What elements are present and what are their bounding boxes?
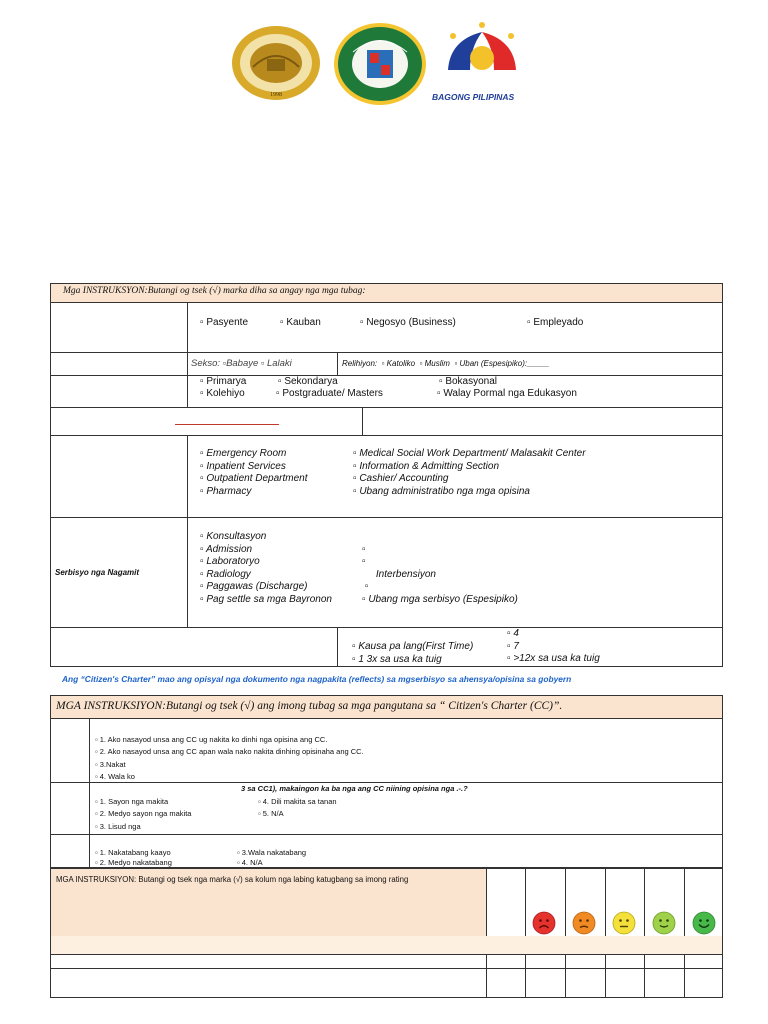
option-primarya[interactable]: ▫ Primarya [200, 376, 247, 387]
option-cc2-3[interactable]: ▫ 3. Lisud nga [95, 821, 141, 831]
option-paggawas[interactable]: ▫ Paggawas (Discharge) [200, 581, 308, 593]
option-empleyado[interactable]: ▫ Empleyado [527, 317, 584, 328]
option-label: Kauban [286, 317, 321, 328]
services-list-right [362, 531, 518, 607]
svg-text:1998: 1998 [270, 92, 282, 98]
cc3-options-left [95, 848, 172, 867]
option-pag-settle[interactable]: ▫ Pag settle sa mga Bayronon [200, 593, 332, 605]
option-cc3-2[interactable]: ▫ 2. Medyo nakatabang [95, 857, 172, 867]
option-blank-1[interactable] [362, 531, 518, 544]
services-label: Serbisyo nga Nagamit [55, 568, 140, 577]
department-of-health-seal [333, 22, 427, 106]
citizens-charter-note: Ang “Citizen's Charter” mao ang opisyal nga dokumento nga nagpakita (reflects) sa mgserbisyo sa ahensya/opisina sa gobyern [62, 674, 572, 684]
cc2-options-right [258, 796, 337, 821]
option-uban[interactable]: ▫ Uban (Espesipiko):_____ [454, 359, 550, 368]
section1-instructions: Mga INSTRUKSYON:Butangi og tsek (√) marka diha sa angay nga mga tubag: [63, 286, 366, 296]
section3-instructions: MGA INSTRUKSIYON: Butangi og tsek nga marka (√) sa kolum nga labing katugbang sa imong rating [56, 875, 409, 884]
option-label: Pag settle sa mga Bayronon [206, 593, 332, 605]
sad-face-icon[interactable] [572, 911, 596, 935]
frequency-list-right [507, 628, 600, 666]
option-label: Ubang mga serbisyo (Espesipiko) [368, 593, 518, 605]
option-label: Admission [205, 543, 253, 555]
section2-instructions: MGA INSTRUKSIYON:Butangi og tsek (√) ang imong tubag sa mga pangutana sa “ Citizen's Charter (CC)”. [56, 700, 563, 712]
option-malasakit-center[interactable]: ▫ Medical Social Work Department/ Malasakit Center [353, 448, 586, 459]
option-laboratoryo[interactable]: ▫ Laboratoryo [200, 556, 260, 568]
option-cc1-3[interactable]: ▫ 3.Nakat [95, 759, 126, 769]
option-cc1-1[interactable]: ▫ 1. Ako nasayod unsa ang CC ug nakita ko dinhi nga opisina ang CC. [95, 735, 328, 744]
cc3-options-right [237, 848, 306, 867]
option-label: 4. Dili makita sa tanan [262, 797, 337, 806]
option-label: Kolehiyo [206, 388, 245, 399]
option-4[interactable]: ▫ 4 [507, 628, 519, 639]
option-blank-2[interactable]: ▫ [362, 543, 366, 555]
option-label: 3.Nakat [99, 759, 126, 769]
religion-field [342, 359, 549, 368]
option-label: Babaye [226, 358, 259, 369]
option-admission[interactable]: ▫ Admission [200, 543, 253, 555]
option-inpatient[interactable]: ▫ Inpatient Services [200, 460, 286, 472]
option-1-3x[interactable]: ▫ 1 3x sa usa ka tuig [352, 653, 442, 665]
option-information-admitting[interactable]: ▫ Information & Admitting Section [353, 460, 500, 472]
option-label: Paggawas (Discharge) [206, 581, 308, 593]
option-label: Information & Admitting Section [359, 460, 500, 472]
section2-instruction-bar [50, 695, 723, 719]
option-first-time[interactable]: ▫ Kausa pa lang(First Time) [352, 641, 474, 652]
department-list-left [200, 448, 308, 499]
option-label: 2. Medyo nakatabang [99, 857, 172, 867]
option-7[interactable]: ▫ 7 [507, 640, 519, 652]
sex-label: Sekso: [191, 358, 221, 369]
option-label: Cashier/ Accounting [359, 473, 449, 485]
bagong-pilipinas-logo [440, 22, 524, 86]
option-cc2-2[interactable]: ▫ 2. Medyo sayon nga makita [95, 809, 192, 819]
option-pharmacy[interactable]: ▫ Pharmacy [200, 486, 252, 498]
option-label: Interbensiyon [375, 568, 436, 580]
happy-face-icon[interactable] [652, 911, 676, 935]
option-negosyo[interactable]: ▫ Negosyo (Business) [360, 317, 456, 328]
option-label: Pharmacy [206, 486, 252, 498]
option-label: 3.Wala nakatabang [241, 848, 307, 857]
option-kolehiyo[interactable]: ▫ Kolehiyo [200, 388, 245, 399]
option-label: 2. Medyo sayon nga makita [99, 809, 192, 819]
option-cashier[interactable]: ▫ Cashier/ Accounting [353, 473, 449, 485]
option-label: 4. Wala ko [99, 772, 135, 782]
option-label: 4 [513, 628, 519, 639]
cc1-options [95, 734, 364, 784]
option-cc3-4[interactable]: ▫ 4. N/A [237, 857, 263, 867]
option-cc3-3[interactable]: ▫ 3.Wala nakatabang [237, 848, 307, 857]
option-ubang-serbisyo[interactable]: ▫ Ubang mga serbisyo (Espesipiko) [362, 593, 518, 605]
services-list-left [200, 531, 332, 607]
option-ubang-administratibo[interactable]: ▫ Ubang administratibo nga mga opisina [353, 486, 530, 498]
sex-field [191, 358, 292, 369]
option-label: Muslim [424, 359, 450, 368]
option-cc2-4[interactable]: ▫ 4. Dili makita sa tanan [258, 797, 337, 806]
option-label: Kausa pa lang(First Time) [358, 641, 474, 652]
option-label: Negosyo (Business) [366, 317, 456, 328]
option-postgraduate[interactable]: ▫ Postgraduate/ Masters [276, 388, 383, 399]
option-konsultasyon[interactable]: ▫ Konsultasyon [200, 531, 267, 542]
option-blank-4[interactable]: ▫ [362, 581, 369, 593]
option-label: Outpatient Department [206, 473, 308, 485]
option-label: Medical Social Work Department/ Malasakit Center [359, 448, 586, 459]
option-label: 2. Ako nasayod unsa ang CC apan wala nako nakita dinhing opisinaha ang CC. [99, 747, 364, 757]
option-kauban[interactable]: ▫ Kauban [280, 317, 321, 328]
option-cc1-4[interactable]: ▫ 4. Wala ko [95, 772, 135, 782]
option-cc1-2[interactable]: ▫ 2. Ako nasayod unsa ang CC apan wala nako nakita dinhing opisinaha ang CC. [95, 747, 364, 757]
very-sad-face-icon[interactable] [532, 911, 556, 935]
option-label: 7 [513, 640, 519, 652]
option-label: >12x sa usa ka tuig [513, 653, 600, 665]
option-label: 1 3x sa usa ka tuig [358, 653, 442, 665]
option-label: Sekondarya [284, 376, 338, 387]
cc2-options-left [95, 796, 191, 833]
neutral-face-icon[interactable] [612, 911, 636, 935]
option-label: 1. Sayon nga makita [99, 797, 169, 806]
underline-field [175, 424, 279, 425]
option-muslim[interactable]: ▫ Muslim [419, 359, 450, 368]
option-label: 1. Ako nasayod unsa ang CC ug nakita ko dinhi nga opisina ang CC. [99, 735, 328, 744]
option-emergency-room[interactable]: ▫ Emergency Room [200, 448, 287, 459]
option-walay-pormal[interactable]: ▫ Walay Pormal nga Edukasyon [437, 388, 577, 399]
very-happy-face-icon[interactable] [692, 911, 716, 935]
option-label: Radiology [206, 568, 251, 580]
option-label: Inpatient Services [206, 460, 286, 472]
option-cc2-1[interactable]: ▫ 1. Sayon nga makita [95, 797, 169, 806]
option-label: Empleyado [533, 317, 584, 328]
option-interbensiyon[interactable] [362, 569, 518, 582]
cc2-question: 3 sa CC1), makaingon ka ba nga ang CC niining opisina nga .-.? [241, 784, 468, 793]
option-12x[interactable]: ▫ >12x sa usa ka tuig [507, 653, 600, 665]
option-pasyente[interactable]: ▫ Pasyente [200, 317, 249, 328]
option-label: 5. N/A [262, 809, 284, 819]
option-label: Bokasyonal [445, 376, 498, 387]
option-label: Uban (Espesipiko):_____ [459, 359, 550, 368]
option-sekondarya[interactable]: ▫ Sekondarya [278, 376, 338, 387]
option-label: Pasyente [206, 317, 249, 328]
option-label: Ubang administratibo nga mga opisina [359, 486, 530, 498]
option-label: Postgraduate/ Masters [282, 388, 383, 399]
option-label: Katoliko [386, 359, 416, 368]
option-label: Emergency Room [206, 448, 287, 459]
province-davao-de-oro-seal [231, 25, 321, 101]
option-cc3-1[interactable]: ▫ 1. Nakatabang kaayo [95, 848, 171, 857]
option-label: Primarya [206, 376, 247, 387]
option-label: 3. Lisud nga [99, 821, 141, 831]
bagong-pilipinas-caption: BAGONG PILIPINAS [432, 92, 515, 102]
option-label: Lalaki [266, 358, 292, 369]
religion-label: Relihiyon: [342, 359, 378, 368]
frequency-list-left [352, 641, 473, 666]
option-blank-3[interactable]: ▫ [362, 556, 366, 568]
option-label: Laboratoryo [206, 556, 260, 568]
option-katoliko[interactable]: ▫ Katoliko [381, 359, 416, 368]
option-radiology[interactable]: ▫ Radiology [200, 568, 251, 580]
option-lalaki[interactable]: ▫ Lalaki [260, 358, 292, 369]
option-outpatient[interactable]: ▫ Outpatient Department [200, 473, 308, 485]
option-babaye[interactable]: ▫Babaye [222, 358, 259, 369]
option-label: 4. N/A [241, 857, 263, 867]
section1-instruction-bar [50, 283, 723, 303]
option-label: Konsultasyon [206, 531, 267, 542]
option-label: Walay Pormal nga Edukasyon [443, 388, 577, 399]
option-bokasyonal[interactable]: ▫ Bokasyonal [439, 376, 498, 387]
option-cc2-5[interactable]: ▫ 5. N/A [258, 809, 284, 819]
department-list-right [353, 448, 586, 499]
option-label: 1. Nakatabang kaayo [99, 848, 171, 857]
